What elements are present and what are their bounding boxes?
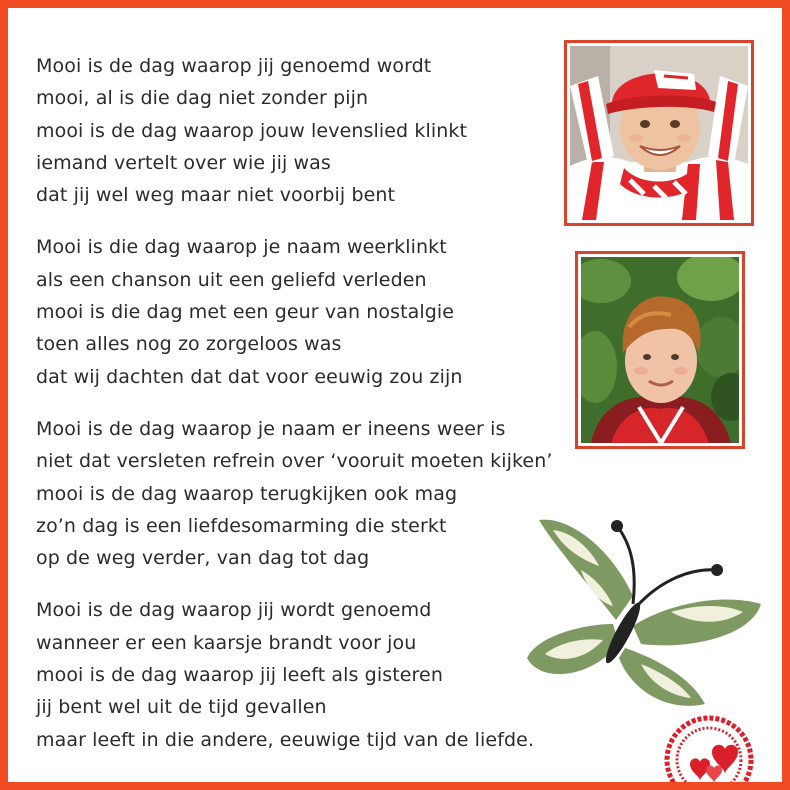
stanza-4 [36, 594, 596, 755]
poem-line: mooi, al is die dag niet zonder pijn [36, 87, 369, 110]
poem-line: wanneer er een kaarsje brandt voor jou [36, 631, 417, 654]
stanza-2 [36, 231, 596, 392]
stanza-3 [36, 413, 596, 574]
poem-line: Mooi is de dag waarop je naam er ineens weer is [36, 417, 506, 440]
green-butterfly-icon [521, 508, 771, 713]
poem-line: dat wij dachten dat dat voor eeuwig zou zijn [36, 365, 463, 388]
poem [36, 50, 596, 776]
poem-line: jij bent wel uit de tijd gevallen [36, 696, 327, 719]
poem-line: zo’n dag is een liefdesomarming die sterkt [36, 514, 447, 537]
poem-line: als een chanson uit een geliefd verleden [36, 268, 427, 291]
poem-line: mooi is de dag waarop terugkijken ook mag [36, 482, 458, 505]
poem-line: mooi is die dag met een geur van nostalgie [36, 301, 455, 324]
poem-line: dat jij wel weg maar niet voorbij bent [36, 184, 396, 207]
poem-line: Mooi is die dag waarop je naam weerklinkt [36, 236, 447, 259]
boy-in-cap-photo [564, 40, 754, 226]
poem-line: Mooi is de dag waarop jij wordt genoemd [36, 599, 432, 622]
poem-line: mooi is de dag waarop jouw levenslied klinkt [36, 119, 467, 142]
poem-line: niet dat versleten refrein over ‘vooruit moeten kijken’ [36, 450, 553, 473]
boy-in-garden-photo [575, 251, 745, 449]
poem-line: iemand vertelt over wie jij was [36, 151, 331, 174]
stanza-1 [36, 50, 596, 211]
poem-line: mooi is de dag waarop jij leeft als gisteren [36, 664, 443, 687]
poem-line: toen alles nog zo zorgeloos was [36, 333, 342, 356]
poem-line: Mooi is de dag waarop jij genoemd wordt [36, 55, 432, 77]
poem-line: maar leeft in die andere, eeuwige tijd van de liefde. [36, 728, 535, 751]
heart-stamp-icon [654, 708, 764, 790]
poem-line: op de weg verder, van dag tot dag [36, 547, 370, 570]
